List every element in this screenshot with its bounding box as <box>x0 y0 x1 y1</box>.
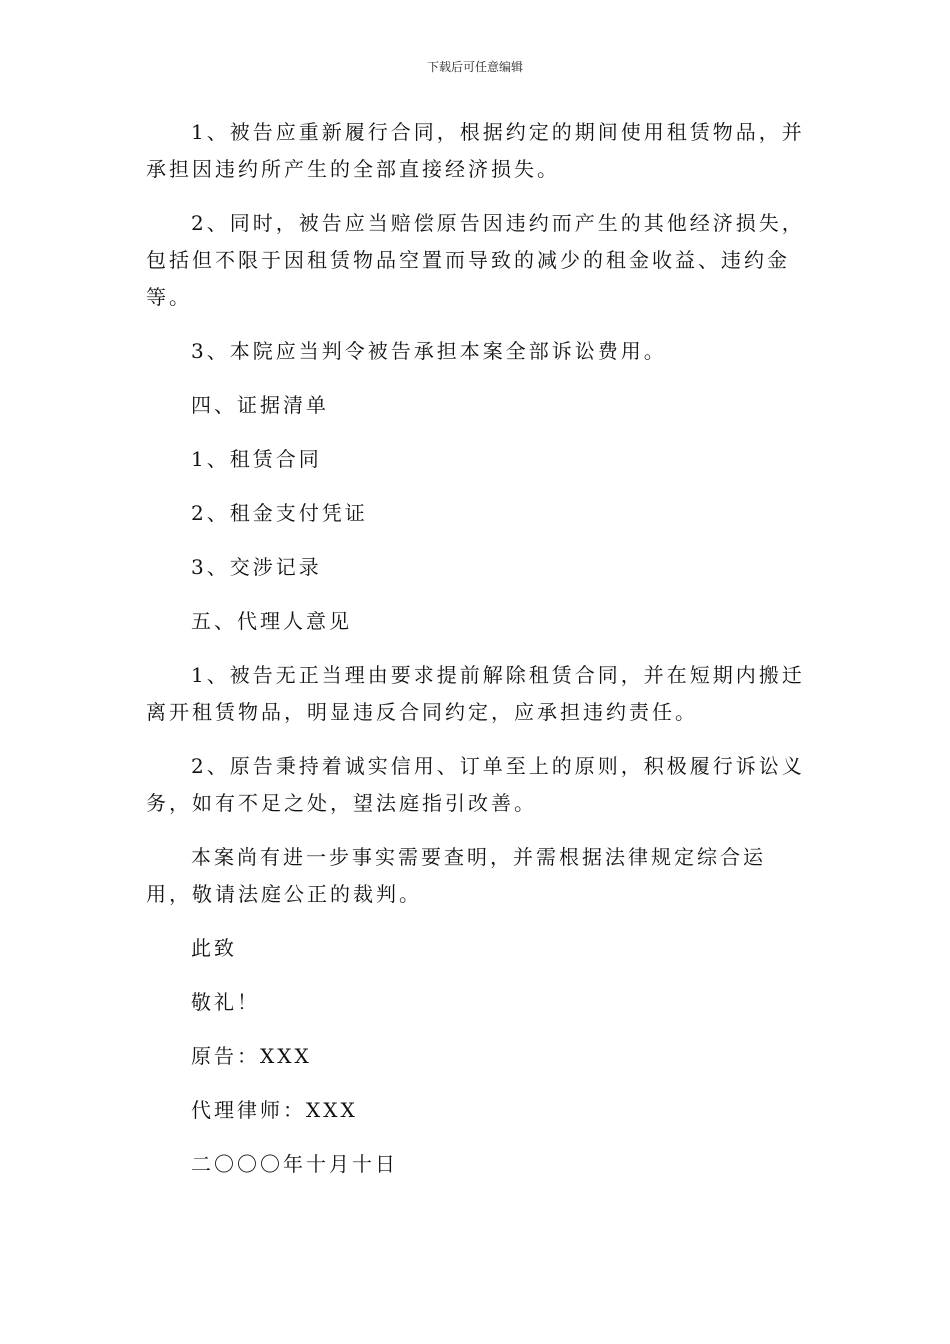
evidence-item-2: 2、租金支付凭证 <box>191 501 368 525</box>
salutation-to: 此致 <box>191 936 237 960</box>
opinion-1: 1、被告无正当理由要求提前解除租赁合同，并在短期内搬迁离开租赁物品，明显违反合同约定，应承担违约责任。 <box>146 663 805 724</box>
closing-statement: 本案尚有进一步事实需要查明，并需根据法律规定综合运用，敬请法庭公正的裁判。 <box>146 845 766 906</box>
header-note: 下载后可任意编辑 <box>426 60 523 74</box>
evidence-item-1: 1、租赁合同 <box>191 447 322 471</box>
evidence-item-3: 3、交涉记录 <box>191 555 322 579</box>
attorney-signature: 代理律师：XXX <box>191 1098 358 1122</box>
document-body <box>146 114 808 1200</box>
salutation-regards: 敬礼！ <box>191 990 260 1014</box>
section-heading-evidence: 四、证据清单 <box>191 393 329 417</box>
claim-3: 3、本院应当判令被告承担本案全部诉讼费用。 <box>191 339 667 363</box>
section-heading-opinion: 五、代理人意见 <box>191 609 352 633</box>
claim-2: 2、同时，被告应当赔偿原告因违约而产生的其他经济损失，包括但不限于因租赁物品空置而导致的减少的租金收益、违约金等。 <box>146 211 805 309</box>
plaintiff-signature: 原告：XXX <box>191 1044 312 1068</box>
claim-1: 1、被告应重新履行合同，根据约定的期间使用租赁物品，并承担因违约所产生的全部直接经济损失。 <box>146 120 805 181</box>
document-date: 二〇〇〇年十月十日 <box>191 1152 398 1176</box>
opinion-2: 2、原告秉持着诚实信用、订单至上的原则，积极履行诉讼义务，如有不足之处，望法庭指引改善。 <box>146 754 805 815</box>
